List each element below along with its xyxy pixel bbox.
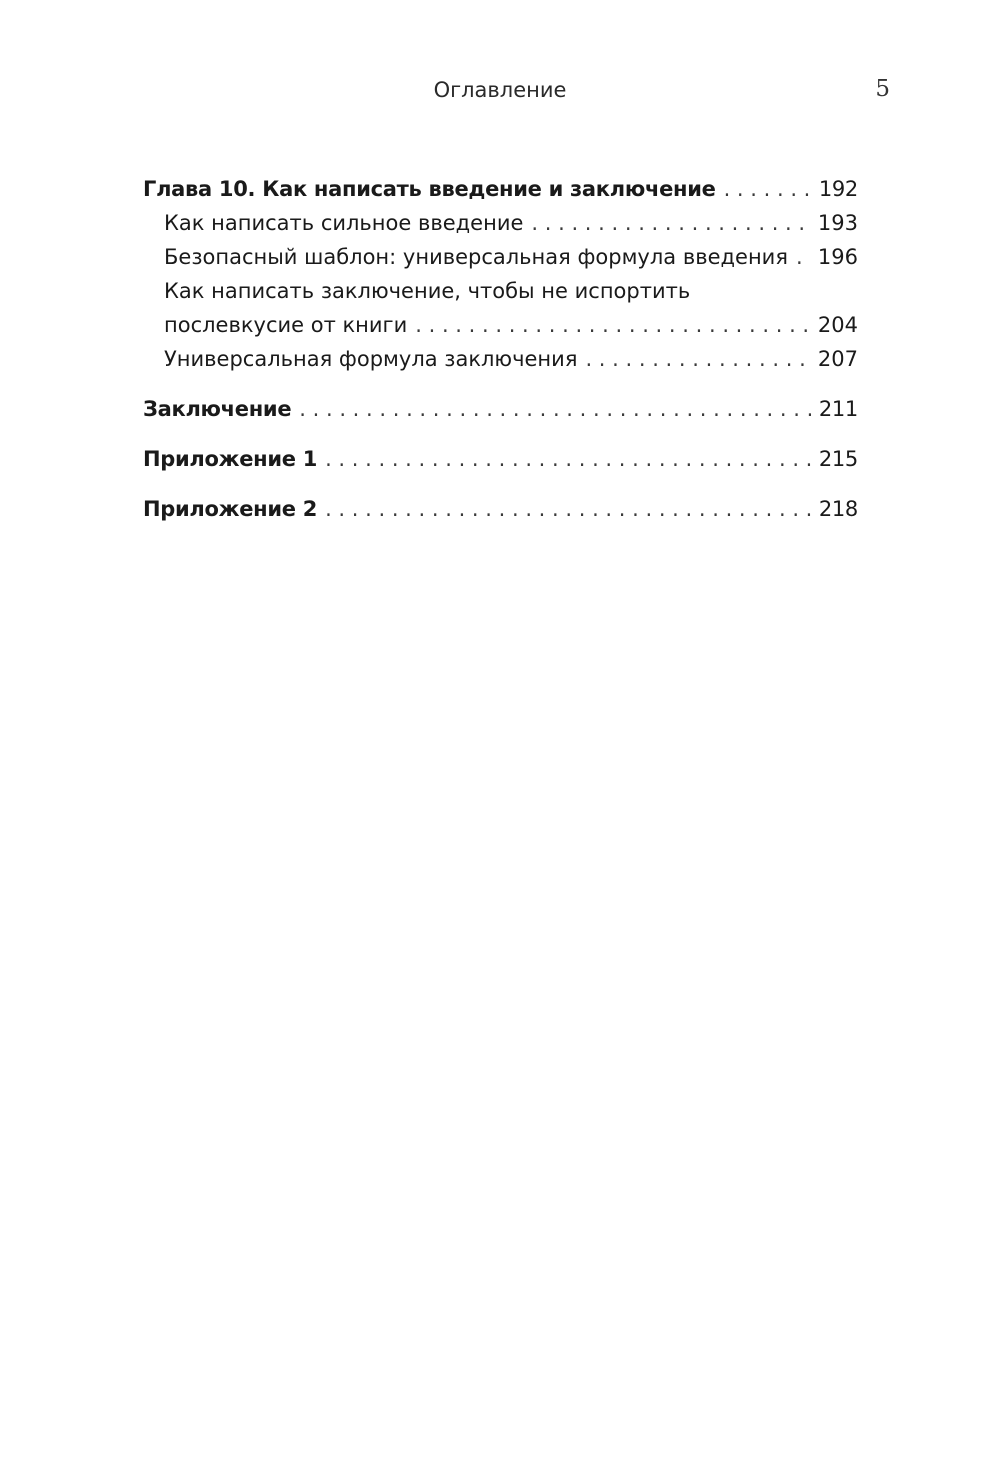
toc-entry-label: Как написать сильное введение <box>164 211 524 235</box>
toc-entry-label: Универсальная формула заключения <box>164 347 578 371</box>
toc-entry-label: Безопасный шаблон: универсальная формула введения <box>164 245 788 269</box>
toc-entry-page: 192 <box>818 177 858 201</box>
toc-entry-safe-template[interactable] <box>143 240 858 274</box>
toc-entry-page: 207 <box>817 347 858 371</box>
dot-leader <box>415 308 810 342</box>
toc-entry-universal-conclusion[interactable] <box>143 342 858 376</box>
toc-entry-strong-introduction[interactable] <box>143 206 858 240</box>
toc-entry-label-line-1: Как написать заключение, чтобы не испортить <box>164 279 691 303</box>
dot-leader <box>325 442 811 476</box>
toc-entry-label: Приложение 1 <box>143 447 318 471</box>
toc-entry-label: Глава 10. Как написать введение и заключение <box>143 177 716 201</box>
page-number: 5 <box>875 76 890 102</box>
toc-entry-appendix-2[interactable] <box>143 492 858 526</box>
table-of-contents <box>143 172 858 526</box>
toc-entry-appendix-1[interactable] <box>143 442 858 476</box>
dot-leader <box>531 206 810 240</box>
dot-leader <box>796 240 810 274</box>
dot-leader <box>724 172 811 206</box>
running-title: Оглавление <box>433 78 567 102</box>
toc-entry-write-conclusion[interactable] <box>143 274 858 342</box>
toc-entry-page: 193 <box>817 211 858 235</box>
toc-entry-page: 196 <box>817 245 858 269</box>
toc-entry-label: Заключение <box>143 397 292 421</box>
toc-entry-page: 215 <box>818 447 858 471</box>
toc-entry-page: 218 <box>818 497 858 521</box>
toc-entry-conclusion[interactable] <box>143 392 858 426</box>
toc-entry-page: 211 <box>818 397 858 421</box>
dot-leader <box>585 342 809 376</box>
dot-leader <box>325 492 811 526</box>
toc-entry-label-line-2: послевкусие от книги <box>164 313 408 337</box>
toc-entry-page: 204 <box>817 313 858 337</box>
dot-leader <box>299 392 811 426</box>
toc-entry-chapter-10[interactable] <box>143 172 858 206</box>
toc-entry-label: Приложение 2 <box>143 497 318 521</box>
